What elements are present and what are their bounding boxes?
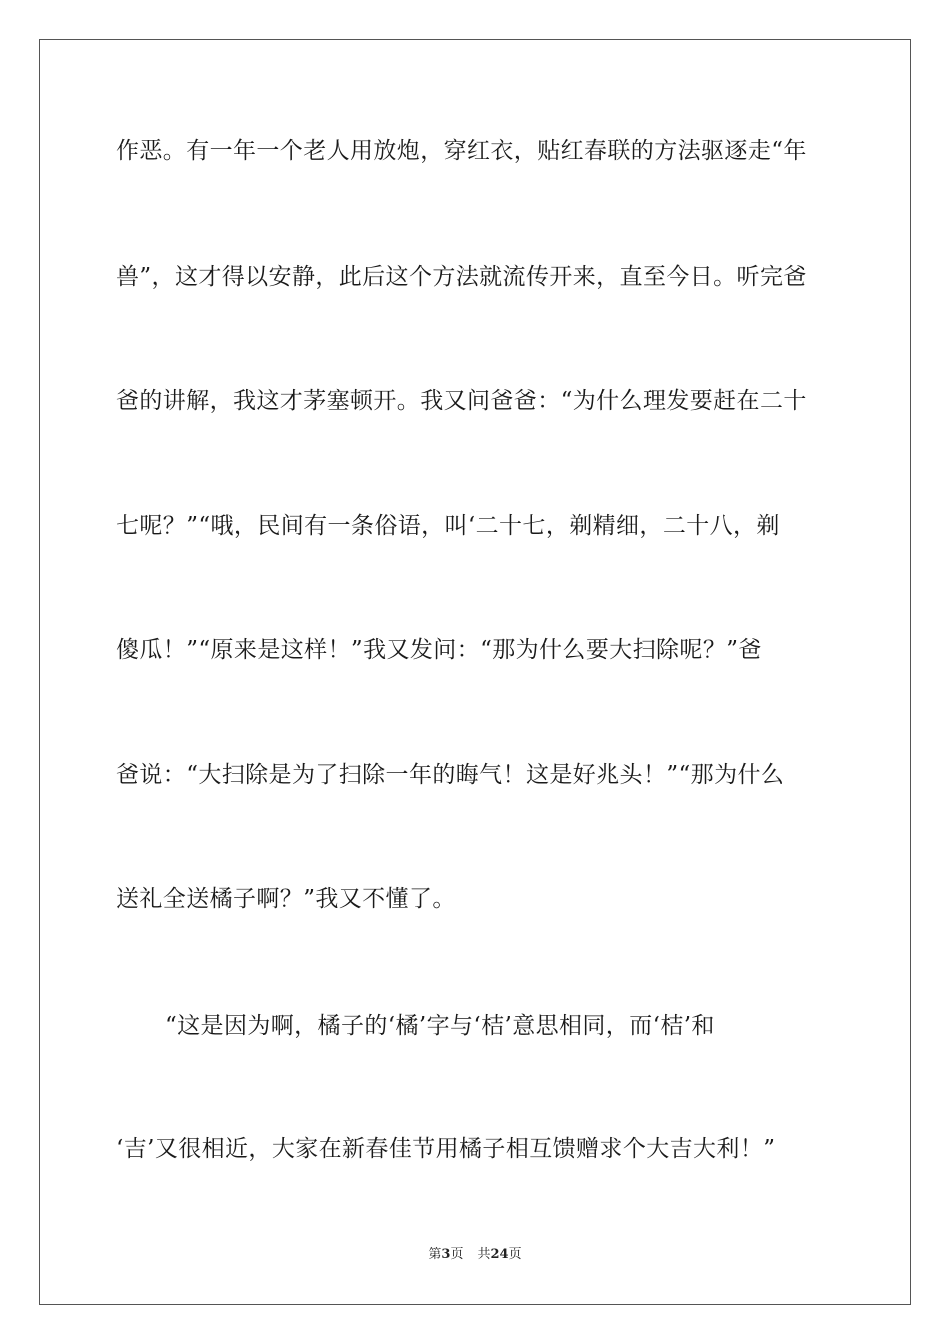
- body-text-line: ‘吉’又很相近，大家在新春佳节用橘子相互馈赠求个大吉大利！”: [116, 1136, 776, 1162]
- page-border: [39, 39, 911, 1305]
- body-text-line: 兽”，这才得以安静，此后这个方法就流传开来，直至今日。听完爸: [116, 264, 807, 290]
- page-label-prefix: 第: [428, 1247, 442, 1262]
- body-text-line: 送礼全送橘子啊？”我又不懂了。: [116, 886, 456, 912]
- body-text-line: 作恶。有一年一个老人用放炮，穿红衣，贴红春联的方法驱逐走“年: [116, 138, 807, 164]
- body-text-line: 七呢？”“哦，民间有一条俗语，叫‘二十七，剃精细，二十八，剃: [116, 513, 780, 539]
- page-label-suffix: 页: [450, 1247, 464, 1262]
- body-text-line: 爸说：“大扫除是为了扫除一年的晦气！这是好兆头！”“那为什么: [116, 762, 785, 788]
- total-label-prefix: 共: [477, 1247, 491, 1262]
- paragraph-first-line: “这是因为啊，橘子的‘橘’字与‘桔’意思相同，而‘桔’和: [165, 1013, 715, 1039]
- total-label-suffix: 页: [508, 1247, 522, 1262]
- body-text-line: 爸的讲解，我这才茅塞顿开。我又问爸爸：“为什么理发要赶在二十: [116, 388, 807, 414]
- current-page-number: 3: [441, 1247, 451, 1262]
- body-text-line: 傻瓜！”“原来是这样！”我又发问：“那为什么要大扫除呢？”爸: [116, 637, 762, 663]
- page-footer: [0, 1246, 950, 1264]
- total-page-number: 24: [490, 1247, 509, 1262]
